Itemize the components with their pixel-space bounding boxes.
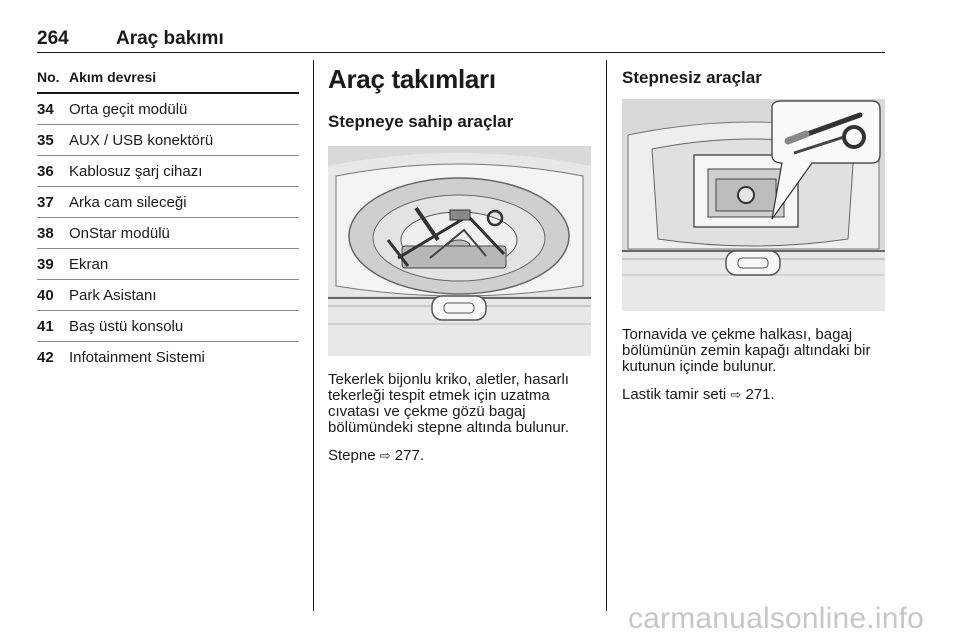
chapter-title: Araç bakımı xyxy=(116,28,224,49)
row-number: 34 xyxy=(37,101,54,118)
reference-label: Stepne xyxy=(328,447,376,464)
table-row xyxy=(37,218,299,249)
row-number: 42 xyxy=(37,349,54,366)
row-number: 40 xyxy=(37,287,54,304)
trunk-toolbox-illustration xyxy=(622,99,885,311)
table-row xyxy=(37,125,299,156)
page-reference-arrow-icon: ⇨ xyxy=(379,448,391,463)
column-header-circuit: Akım devresi xyxy=(69,69,157,85)
reference-page: 277. xyxy=(394,447,424,464)
section-title: Araç takımları xyxy=(328,64,496,94)
without-spare-description xyxy=(622,327,885,375)
column-header-no: No. xyxy=(37,69,60,85)
row-number: 36 xyxy=(37,163,54,180)
table-row xyxy=(37,187,299,218)
text-line: bölümünün zemin kapağı altındaki bir xyxy=(622,342,871,359)
table-row xyxy=(37,342,299,372)
table-row xyxy=(37,94,299,125)
reference-label: Lastik tamir seti xyxy=(622,386,727,403)
table-row xyxy=(37,280,299,311)
reference-page: 271. xyxy=(745,386,775,403)
fuse-table xyxy=(37,62,299,372)
text-line: cıvatası ve çekme gözü bagaj xyxy=(328,403,526,420)
repair-kit-reference[interactable] xyxy=(622,387,885,403)
header-rule xyxy=(37,52,885,53)
column-divider-right xyxy=(606,60,607,611)
row-number: 39 xyxy=(37,256,54,273)
text-line: Tornavida ve çekme halkası, bagaj xyxy=(622,326,853,343)
section-without-spare xyxy=(622,62,885,403)
row-circuit: Baş üstü konsolu xyxy=(69,318,184,335)
row-number: 35 xyxy=(37,132,54,149)
text-line: bölümündeki stepne altında bulunur. xyxy=(328,419,570,436)
row-circuit: Kablosuz şarj cihazı xyxy=(69,163,203,180)
subheading-without-spare: Stepnesiz araçlar xyxy=(622,68,762,87)
row-circuit: AUX / USB konektörü xyxy=(69,132,214,149)
row-circuit: Ekran xyxy=(69,256,109,273)
text-line: Tekerlek bijonlu kriko, aletler, hasarlı xyxy=(328,371,569,388)
spare-reference[interactable] xyxy=(328,448,591,464)
row-circuit: OnStar modülü xyxy=(69,225,170,242)
row-circuit: Orta geçit modülü xyxy=(69,101,188,118)
subheading-with-spare: Stepneye sahip araçlar xyxy=(328,112,514,131)
page-reference-arrow-icon: ⇨ xyxy=(730,387,742,402)
row-circuit: Arka cam sileceği xyxy=(69,194,187,211)
row-circuit: Infotainment Sistemi xyxy=(69,349,205,366)
watermark: carmanualsonline.info xyxy=(627,602,924,635)
row-number: 37 xyxy=(37,194,54,211)
page-header xyxy=(37,28,885,52)
table-body xyxy=(37,94,299,372)
page-number: 264 xyxy=(37,28,69,49)
table-header xyxy=(37,62,299,94)
text-line: tekerleği tespit etmek için uzatma xyxy=(328,387,550,404)
row-circuit: Park Asistanı xyxy=(69,287,157,304)
row-number: 41 xyxy=(37,318,54,335)
row-number: 38 xyxy=(37,225,54,242)
table-row xyxy=(37,311,299,342)
table-row xyxy=(37,249,299,280)
with-spare-description xyxy=(328,372,591,436)
text-line: kutunun içinde bulunur. xyxy=(622,358,777,375)
trunk-spare-wheel-illustration xyxy=(328,146,591,356)
section-with-spare xyxy=(328,62,591,464)
table-row xyxy=(37,156,299,187)
column-divider-left xyxy=(313,60,314,611)
